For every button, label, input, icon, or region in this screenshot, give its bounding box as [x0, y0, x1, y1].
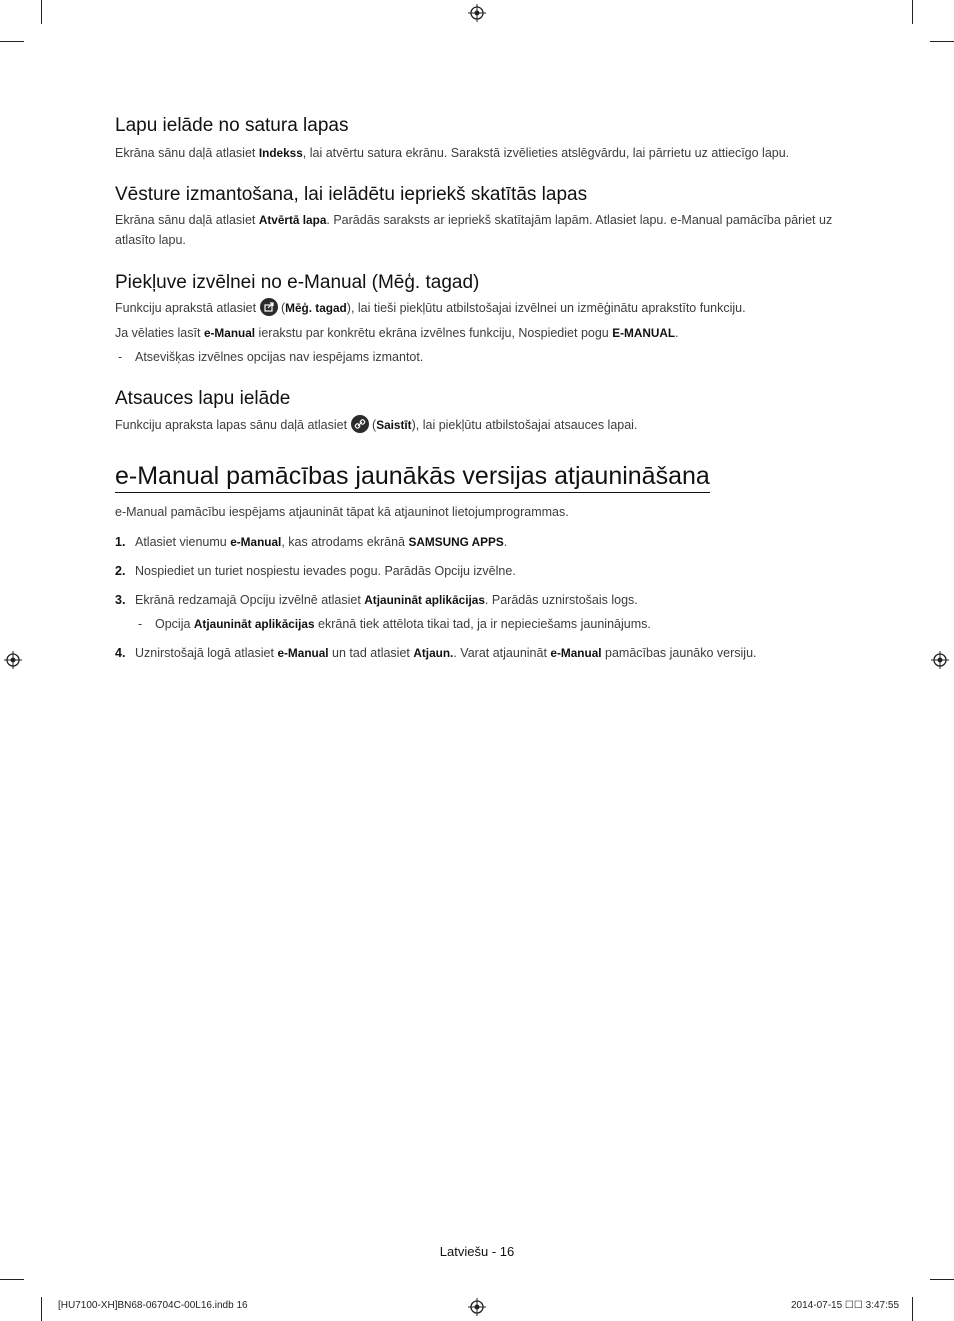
- menu-term: Saistīt: [376, 418, 412, 432]
- crop-mark: [912, 0, 913, 24]
- menu-term: e-Manual: [230, 535, 282, 549]
- button-term: E-MANUAL: [612, 326, 676, 340]
- text-run: Funkciju apraksta lapas sānu daļā atlasiet: [115, 418, 351, 432]
- text-run: . Parādās saraksts ar iepriekš skatītajām lapām. Atlasiet lapu. e-Manual pamācība pāriet uz atlasīto lapu.: [115, 213, 833, 247]
- section-title: Atsauces lapu ielāde: [115, 388, 291, 409]
- step-text: [135, 561, 516, 581]
- note-dash: -: [138, 617, 143, 631]
- menu-term: Atvērtā lapa: [258, 213, 327, 227]
- link-icon: [351, 415, 369, 433]
- step-text: [135, 643, 757, 663]
- section-text: [115, 143, 835, 163]
- text-run: Ekrāna sānu daļā atlasiet: [115, 213, 259, 227]
- menu-term: Mēģ. tagad: [285, 301, 347, 315]
- step-note: [155, 614, 651, 634]
- crop-mark: [0, 41, 24, 42]
- text-run: ierakstu par konkrētu ekrāna izvēlnes funkciju, Nospiediet pogu: [255, 326, 613, 340]
- text-run: ), lai piekļūtu atbilstošajai atsauces lapai.: [411, 418, 638, 432]
- crop-mark: [41, 1297, 42, 1321]
- text-run: Ekrāna sānu daļā atlasiet: [115, 146, 259, 160]
- crop-mark: [41, 0, 42, 24]
- text-run: Funkciju aprakstā atlasiet: [115, 301, 260, 315]
- print-slug-date: 2014-07-15 ☐☐ 3:47:55: [791, 1300, 900, 1311]
- section-text: Funkciju apraksta lapas sānu daļā atlasiet (Saistīt), lai piekļūtu atbilstošajai atsauces lapai.: [115, 415, 835, 435]
- text-run: . Varat atjaunināt: [453, 646, 551, 660]
- menu-term: Atjaunināt aplikācijas: [193, 617, 315, 631]
- menu-term: e-Manual: [550, 646, 602, 660]
- note-dash: -: [118, 350, 123, 364]
- step-number: 3.: [115, 593, 126, 607]
- text-run: Atlasiet vienumu: [135, 535, 231, 549]
- text-run: Ekrānā redzamajā Opciju izvēlnē atlasiet: [135, 593, 365, 607]
- menu-term: e-Manual: [203, 326, 256, 340]
- menu-term: e-Manual: [277, 646, 329, 660]
- section-title: Piekļuve izvēlnei no e-Manual (Mēģ. tagad): [115, 272, 480, 293]
- share-arrow-icon: [260, 298, 278, 316]
- text-run: . Parādās uznirstošais logs.: [484, 593, 638, 607]
- main-title: e-Manual pamācības jaunākās versijas atjaunināšana: [115, 462, 710, 493]
- text-run: Opcija: [155, 617, 194, 631]
- note-text: Atsevišķas izvēlnes opcijas nav iespējams izmantot.: [135, 350, 424, 364]
- menu-term: Atjaunināt aplikācijas: [364, 593, 485, 607]
- registration-mark-icon: [468, 1298, 486, 1316]
- step-number: 1.: [115, 535, 126, 549]
- section-text: [115, 210, 835, 250]
- main-intro: e-Manual pamācību iespējams atjaunināt tāpat kā atjauninot lietojumprogrammas.: [115, 505, 569, 519]
- crop-mark: [930, 41, 954, 42]
- crop-mark: [0, 1279, 24, 1280]
- section-text: Funkciju aprakstā atlasiet (Mēģ. tagad), lai tieši piekļūtu atbilstošajai izvēlnei un izmēģinātu aprakstīto funkciju.: [115, 298, 835, 318]
- text-run: .: [675, 326, 679, 340]
- text-run: , kas atrodams ekrānā: [281, 535, 409, 549]
- text-run: .: [503, 535, 508, 549]
- print-slug-file: [HU7100-XH]BN68-06704C-00L16.indb 16: [58, 1300, 248, 1311]
- step-text: [135, 532, 507, 552]
- text-run: ), lai tieši piekļūtu atbilstošajai izvēlnei un izmēģinātu aprakstīto funkciju.: [346, 301, 746, 315]
- step-number: 4.: [115, 646, 126, 660]
- crop-mark: [930, 1279, 954, 1280]
- section-title: Lapu ielāde no satura lapas: [115, 115, 349, 136]
- text-run: Uznirstošajā logā atlasiet: [135, 646, 278, 660]
- text-run: pamācības jaunāko versiju.: [601, 646, 757, 660]
- crop-mark: [912, 1297, 913, 1321]
- section-text: [115, 323, 835, 343]
- text-run: , lai atvērtu satura ekrānu. Sarakstā izvēlieties atslēgvārdu, lai pārrietu uz attiecīgo lapu.: [302, 146, 790, 160]
- step-number: 2.: [115, 564, 126, 578]
- registration-mark-icon: [4, 651, 22, 669]
- registration-mark-icon: [468, 4, 486, 22]
- registration-mark-icon: [931, 651, 949, 669]
- page-number: Latviešu - 16: [439, 1244, 515, 1259]
- text-run: Ja vēlaties lasīt: [115, 326, 204, 340]
- text-run: un tad atlasiet: [328, 646, 414, 660]
- section-title: Vēsture izmantošana, lai ielādētu iepriekš skatītās lapas: [115, 184, 588, 205]
- menu-term: SAMSUNG APPS: [408, 535, 504, 549]
- step-text: [135, 590, 638, 610]
- text-run: ekrānā tiek attēlota tikai tad, ja ir nepieciešams jauninājums.: [314, 617, 651, 631]
- text-run: Nospiediet un turiet nospiestu ievades pogu. Parādās Opciju izvēlne.: [135, 564, 516, 578]
- menu-term: Indekss: [258, 146, 303, 160]
- menu-term: Atjaun.: [413, 646, 454, 660]
